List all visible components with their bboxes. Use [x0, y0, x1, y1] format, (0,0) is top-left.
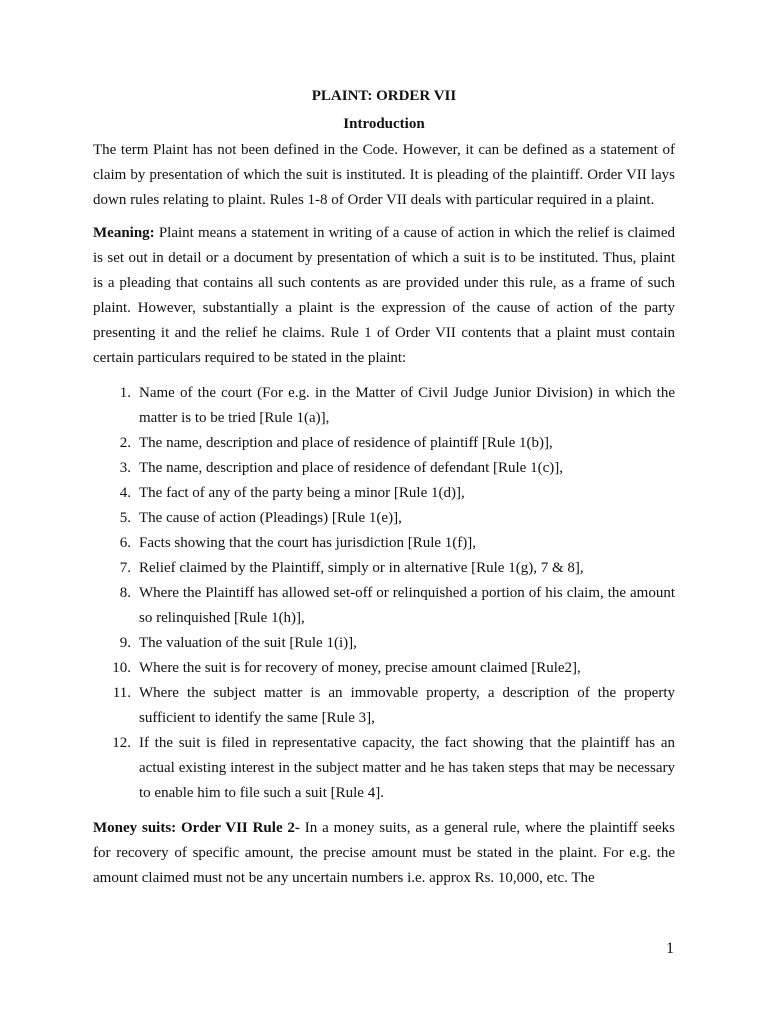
list-item-number: 11.	[112, 685, 131, 701]
list-item-number: 2.	[119, 435, 131, 451]
list-item-text: The valuation of the suit [Rule 1(i)],	[139, 635, 357, 651]
list-item-text: The fact of any of the party being a minor [Rule 1(d)],	[139, 485, 465, 501]
list-item-number: 10.	[112, 660, 131, 676]
meaning-paragraph	[93, 221, 675, 371]
list-item	[93, 381, 675, 431]
money-suits-paragraph	[93, 816, 675, 891]
list-item-text: Facts showing that the court has jurisdiction [Rule 1(f)],	[139, 535, 477, 551]
list-item	[93, 531, 675, 556]
list-item-number: 7.	[119, 560, 131, 576]
list-item	[93, 581, 675, 631]
list-item-text: Where the suit is for recovery of money, precise amount claimed [Rule2],	[139, 660, 581, 676]
list-item-number: 9.	[119, 635, 131, 651]
particulars-list	[93, 381, 675, 806]
list-item	[93, 656, 675, 681]
list-item-text: The name, description and place of residence of defendant [Rule 1(c)],	[139, 460, 563, 476]
list-item-number: 1.	[119, 385, 131, 401]
list-item-text: The cause of action (Pleadings) [Rule 1(e)],	[139, 510, 402, 526]
list-item-text: Name of the court (For e.g. in the Matter of Civil Judge Junior Division) in which the matter is to be tried [Rule 1(a)],	[139, 385, 675, 426]
list-item	[93, 481, 675, 506]
page-number: 1	[666, 940, 674, 957]
list-item	[93, 456, 675, 481]
list-item	[93, 506, 675, 531]
money-suits-text: In a money suits, as a general rule, where the plaintiff seeks for recovery of specific amount, the precise amount must be stated in the plaint. For e.g. the amount claimed must not be any uncertain numbers i.e. approx Rs. 10,000, etc. The	[93, 820, 675, 886]
meaning-lead: Meaning:	[93, 225, 155, 241]
list-item-text: Where the Plaintiff has allowed set-off or relinquished a portion of his claim, the amount so relinquished [Rule 1(h)],	[139, 585, 675, 626]
list-item-number: 5.	[119, 510, 131, 526]
list-item-text: Relief claimed by the Plaintiff, simply or in alternative [Rule 1(g), 7 & 8],	[139, 560, 584, 576]
document-page	[93, 86, 675, 891]
list-item-number: 3.	[119, 460, 131, 476]
list-item	[93, 556, 675, 581]
list-item	[93, 631, 675, 656]
list-item-text: The name, description and place of residence of plaintiff [Rule 1(b)],	[139, 435, 553, 451]
list-item-text: Where the subject matter is an immovable property, a description of the property sufficient to identify the same [Rule 3],	[139, 685, 675, 726]
section-heading-introduction: Introduction	[343, 116, 425, 132]
list-item	[93, 731, 675, 806]
list-item-number: 4.	[119, 485, 131, 501]
list-item-text: If the suit is filed in representative capacity, the fact showing that the plaintiff has an actual existing interest in the subject matter and he has taken steps that may be necessary to enable him to file such a suit [Rule 4].	[139, 735, 675, 801]
intro-paragraph: The term Plaint has not been defined in the Code. However, it can be defined as a statement of claim by presentation of which the suit is instituted. It is pleading of the plaintiff. Order VII lays down rules relating to plaint. Rules 1-8 of Order VII deals with particular required in a plaint.	[93, 142, 675, 208]
list-item	[93, 431, 675, 456]
document-title: PLAINT: ORDER VII	[311, 88, 457, 104]
money-suits-lead: Money suits: Order VII Rule 2-	[93, 820, 300, 836]
list-item-number: 6.	[119, 535, 131, 551]
list-item-number: 8.	[119, 585, 131, 601]
list-item	[93, 681, 675, 731]
meaning-text: Plaint means a statement in writing of a cause of action in which the relief is claimed is set out in detail or a document by presentation of which a suit is to be instituted. Thus, plaint is a pleading that contains all such contents as are provided under this rule, as a frame of such plaint. However, substantially a plaint is the expression of the cause of action of the party presenting it and the relief he claims. Rule 1 of Order VII contents that a plaint must contain certain particulars required to be stated in the plaint:	[93, 225, 675, 366]
list-item-number: 12.	[112, 735, 131, 751]
